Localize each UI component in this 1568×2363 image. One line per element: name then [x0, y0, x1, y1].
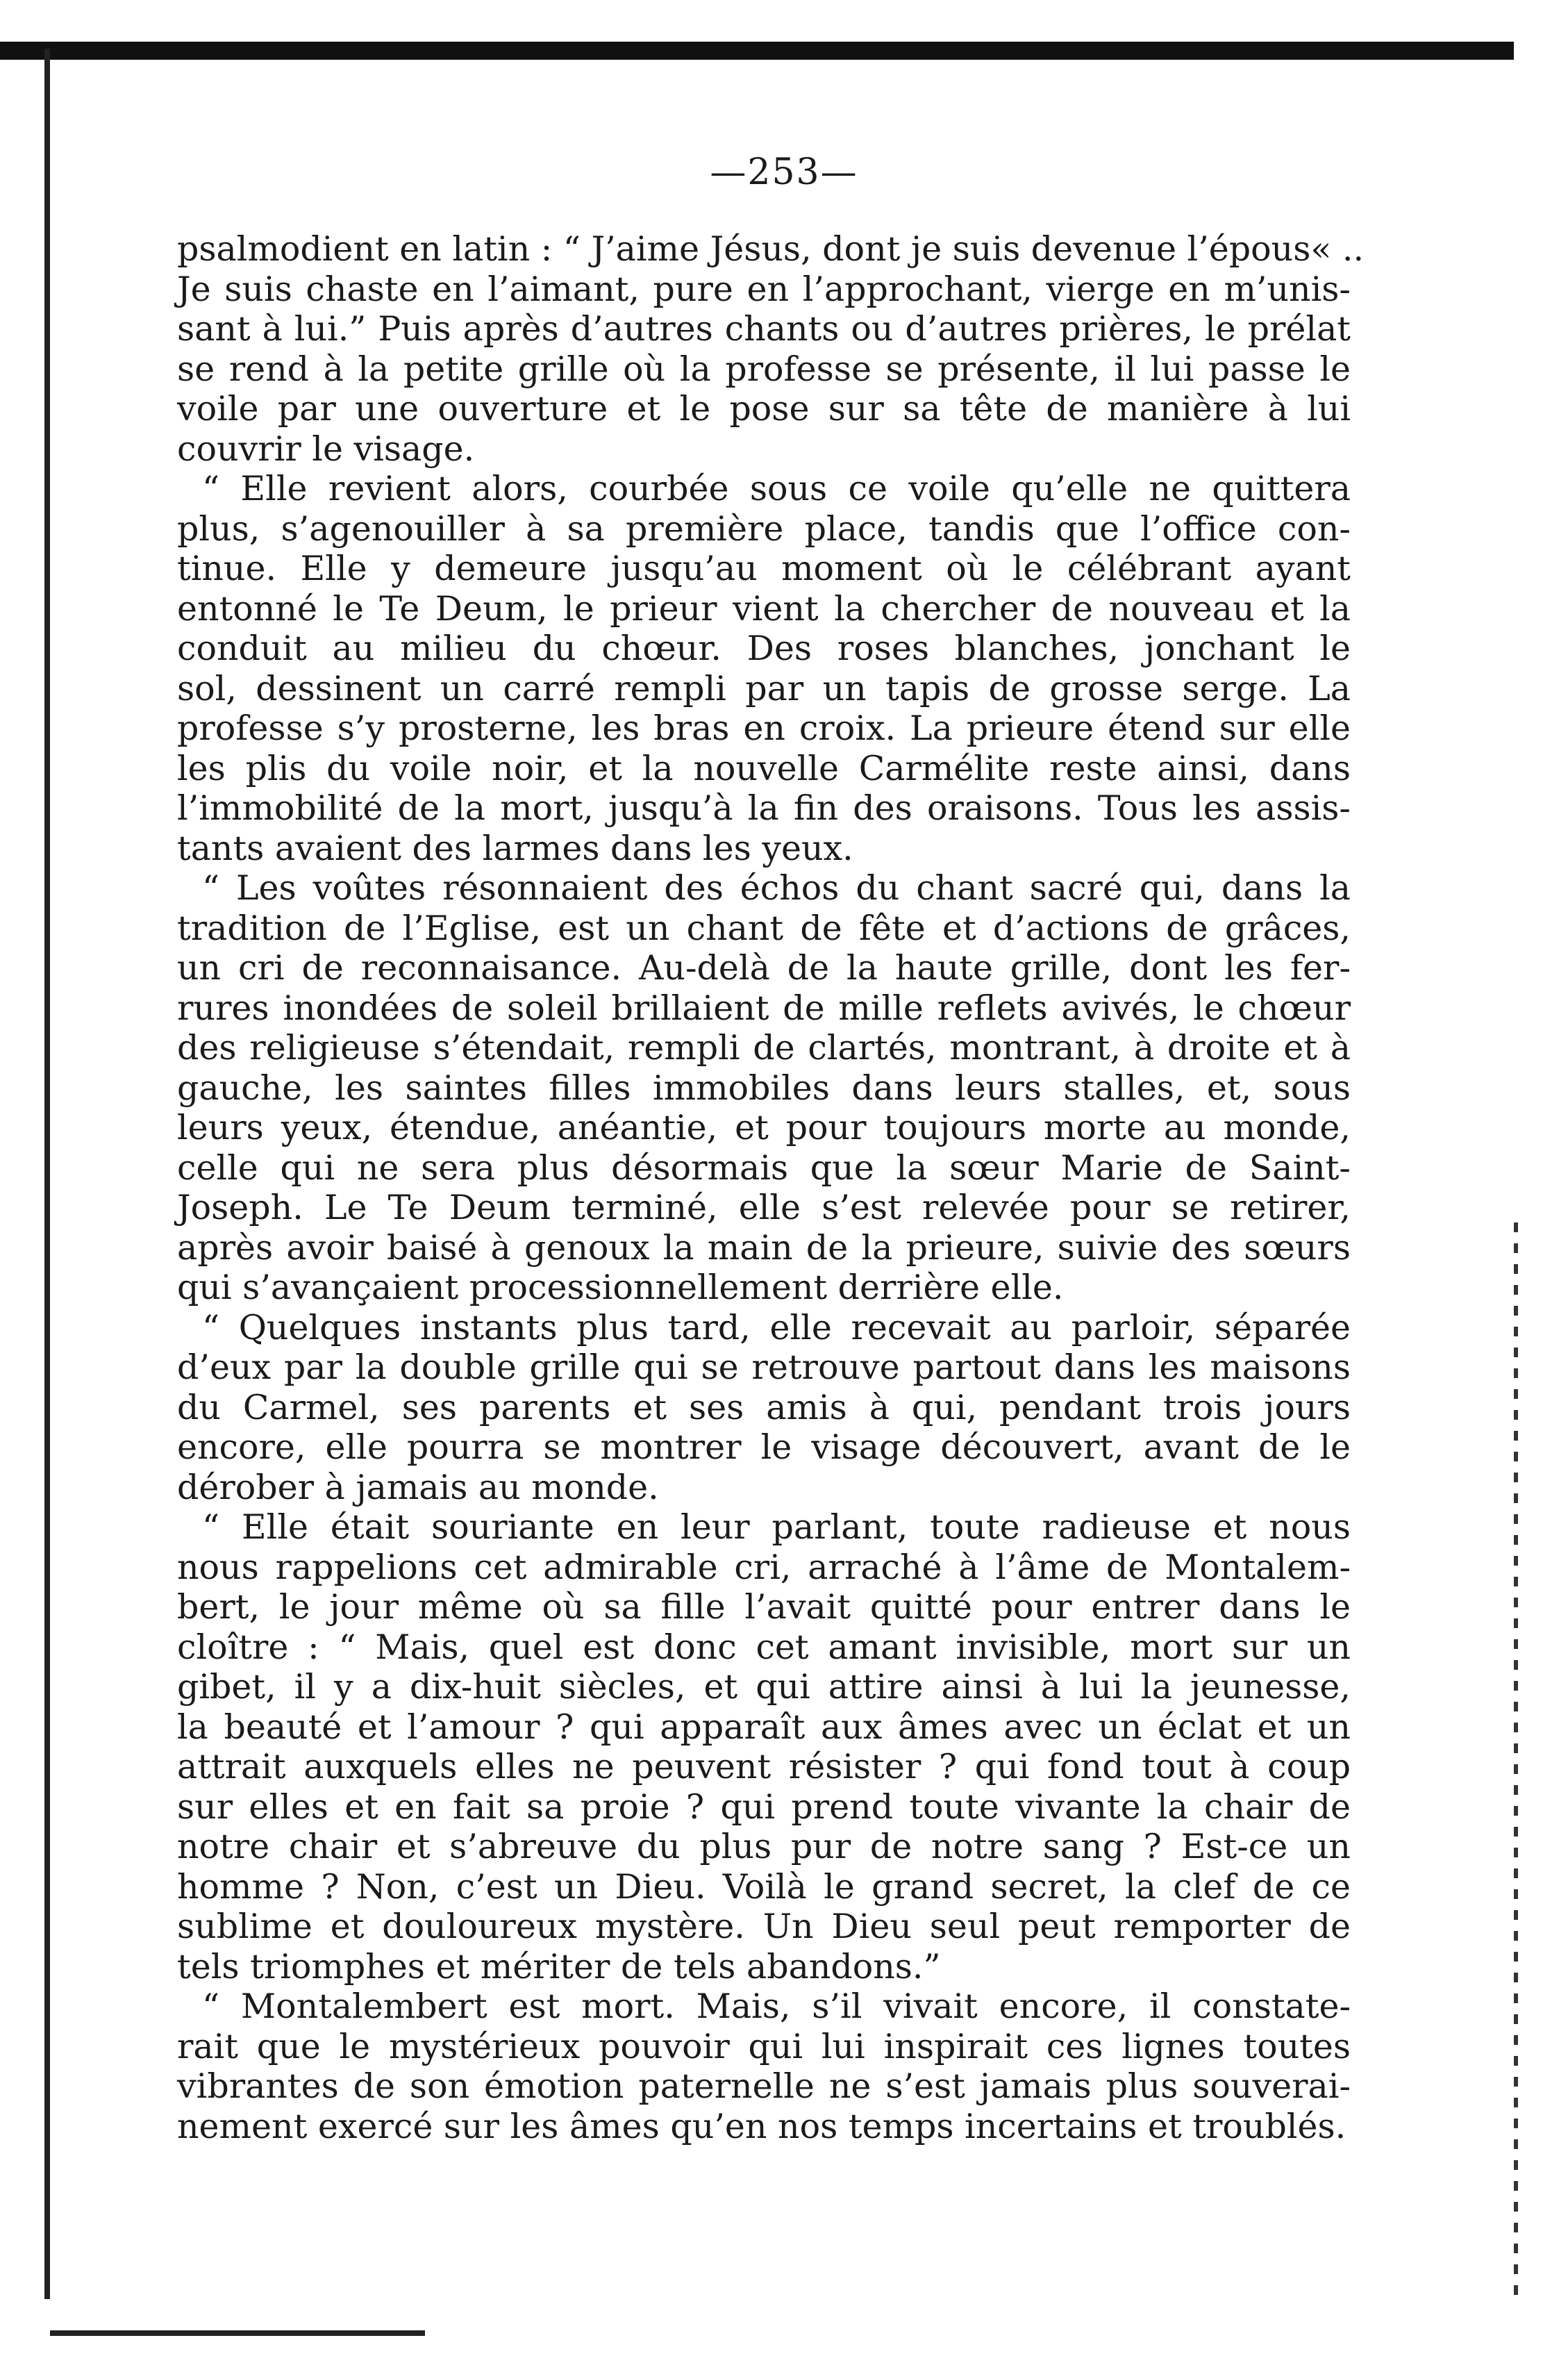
text-line: sublime et douloureux mystère. Un Dieu seul peut remporter de [177, 1907, 1351, 1946]
text-line: rait que le mystérieux pouvoir qui lui inspirait ces lignes toutes [177, 2026, 1351, 2066]
text-line: sant à lui.” Puis après d’autres chants ou d’autres prières, le prélat [177, 309, 1351, 349]
text-line: un cri de reconnaisance. Au-delà de la haute grille, dont les fer- [177, 948, 1351, 988]
text-line: nement exercé sur les âmes qu’en nos temps incertains et troublés. [177, 2106, 1346, 2146]
text-line: “ Montalembert est mort. Mais, s’il vivait encore, il constate- [202, 1987, 1351, 2026]
text-line: nous rappelions cet admirable cri, arraché à l’âme de Montalem- [177, 1547, 1351, 1587]
bottom-border-rule [50, 2330, 425, 2336]
text-line: rures inondées de soleil brillaient de mille reflets avivés, le chœur [177, 988, 1351, 1028]
text-line: Je suis chaste en l’aimant, pure en l’approchant, vierge en m’unis- [177, 269, 1351, 309]
text-line: gauche, les saintes filles immobiles dans leurs stalles, et, sous [177, 1068, 1351, 1108]
text-line: “ Les voûtes résonnaient des échos du chant sacré qui, dans la [202, 868, 1351, 908]
top-border-rule [0, 42, 1514, 60]
text-line: tants avaient des larmes dans les yeux. [177, 828, 853, 868]
text-line: dérober à jamais au monde. [177, 1467, 659, 1507]
page-number: —253— [710, 151, 858, 193]
text-line: bert, le jour même où sa fille l’avait quitté pour entrer dans le [177, 1587, 1351, 1627]
text-line: tinue. Elle y demeure jusqu’au moment où le célébrant ayant [177, 549, 1351, 588]
text-line: du Carmel, ses parents et ses amis à qui, pendant trois jours [177, 1387, 1351, 1427]
text-line: les plis du voile noir, et la nouvelle Carmélite reste ainsi, dans [177, 748, 1351, 788]
text-line: se rend à la petite grille où la professe se présente, il lui passe le [177, 349, 1351, 389]
text-line: cloître : “ Mais, quel est donc cet amant invisible, mort sur un [177, 1627, 1351, 1667]
text-line: plus, s’agenouiller à sa première place, tandis que l’office con- [177, 508, 1351, 549]
text-line: vibrantes de son émotion paternelle ne s’est jamais plus souverai- [177, 2066, 1351, 2106]
text-line: tradition de l’Eglise, est un chant de fête et d’actions de grâces, [177, 908, 1351, 948]
text-line: professe s’y prosterne, les bras en croix. La prieure étend sur elle [177, 708, 1351, 748]
right-edge-marks [1514, 1222, 1518, 2299]
text-line: gibet, il y a dix-huit siècles, et qui attire ainsi à lui la jeunesse, [177, 1667, 1351, 1707]
text-line: couvrir le visage. [177, 429, 475, 469]
text-line: conduit au milieu du chœur. Des roses blanches, jonchant le [177, 629, 1351, 668]
text-line: psalmodient en latin : “ J’aime Jésus, dont je suis devenue l’épous« .. [177, 229, 1365, 269]
text-line: encore, elle pourra se montrer le visage découvert, avant de le [177, 1427, 1351, 1467]
text-line: leurs yeux, étendue, anéantie, et pour toujours morte au monde, [177, 1108, 1351, 1147]
text-line: l’immobilité de la mort, jusqu’à la fin des oraisons. Tous les assis- [177, 788, 1351, 828]
text-line: attrait auxquels elles ne peuvent résister ? qui fond tout à coup [177, 1747, 1351, 1786]
text-line: la beauté et l’amour ? qui apparaît aux âmes avec un éclat et un [177, 1707, 1351, 1747]
text-line: tels triomphes et mériter de tels abandons.” [177, 1946, 941, 1987]
text-line: des religieuse s’étendait, rempli de clartés, montrant, à droite et à [177, 1028, 1351, 1068]
text-line: qui s’avançaient processionnellement derrière elle. [177, 1268, 1064, 1307]
text-line: sur elles et en fait sa proie ? qui prend toute vivante la chair de [177, 1786, 1351, 1827]
text-line: notre chair et s’abreuve du plus pur de notre sang ? Est-ce un [177, 1827, 1351, 1866]
text-line: Joseph. Le Te Deum terminé, elle s’est relevée pour se retirer, [177, 1188, 1351, 1227]
text-line: “ Elle revient alors, courbée sous ce voile qu’elle ne quittera [202, 469, 1351, 508]
text-line: après avoir baisé à genoux la main de la prieure, suivie des sœurs [177, 1227, 1351, 1268]
text-line: entonné le Te Deum, le prieur vient la chercher de nouveau et la [177, 588, 1351, 629]
text-line: celle qui ne sera plus désormais que la sœur Marie de Saint- [177, 1147, 1351, 1188]
text-line: “ Elle était souriante en leur parlant, toute radieuse et nous [202, 1507, 1351, 1547]
text-line: voile par une ouverture et le pose sur sa tête de manière à lui [177, 389, 1351, 429]
text-line: d’eux par la double grille qui se retrouve partout dans les maisons [177, 1348, 1351, 1387]
body-text [177, 229, 1365, 2146]
text-line: “ Quelques instants plus tard, elle recevait au parloir, séparée [202, 1307, 1351, 1348]
text-line: sol, dessinent un carré rempli par un tapis de grosse serge. La [177, 668, 1351, 708]
text-line: homme ? Non, c’est un Dieu. Voilà le grand secret, la clef de ce [177, 1866, 1351, 1907]
left-border-rule [44, 49, 50, 2299]
